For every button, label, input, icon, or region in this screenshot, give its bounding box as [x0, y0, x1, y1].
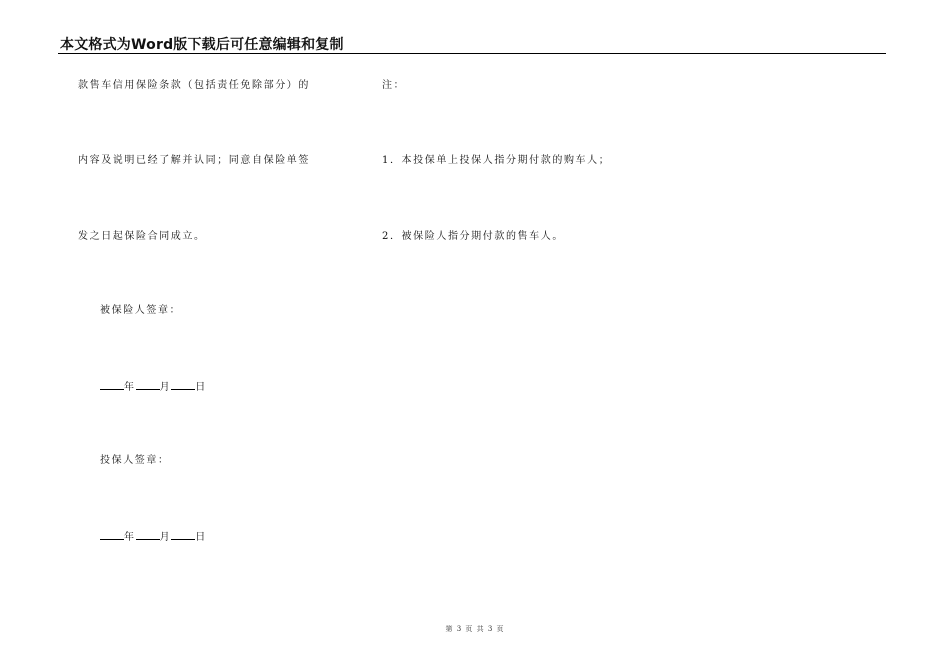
day-label: 日 — [195, 532, 207, 543]
clause-line-2: 内容及说明已经了解并认同；同意自保险单签 — [78, 155, 310, 166]
note-label: 注： — [382, 80, 406, 91]
applicant-month-blank — [136, 530, 160, 540]
insured-year-blank — [100, 380, 124, 390]
page-footer: 第 3 页 共 3 页 — [445, 625, 505, 633]
insured-month-blank — [136, 380, 160, 390]
year-label: 年 — [124, 532, 136, 543]
year-label: 年 — [124, 382, 136, 393]
note-item-2: 2．被保险人指分期付款的售车人。 — [382, 231, 564, 242]
clause-line-1: 款售车信用保险条款（包括责任免除部分）的 — [78, 80, 310, 91]
insured-day-blank — [171, 380, 195, 390]
header-divider — [58, 53, 886, 54]
document-header-title: 本文格式为Word版下载后可任意编辑和复制 — [60, 37, 344, 53]
clause-line-3: 发之日起保险合同成立。 — [78, 231, 206, 242]
month-label: 月 — [159, 532, 172, 543]
insured-signature-label: 被保险人签章： — [100, 305, 182, 316]
note-item-1: 1．本投保单上投保人指分期付款的购车人； — [382, 155, 611, 166]
day-label: 日 — [195, 382, 207, 393]
applicant-day-blank — [171, 530, 195, 540]
insured-date-line — [100, 380, 207, 394]
applicant-year-blank — [100, 530, 124, 540]
applicant-signature-label: 投保人签章： — [100, 455, 170, 466]
month-label: 月 — [159, 382, 172, 393]
applicant-date-line — [100, 530, 207, 544]
